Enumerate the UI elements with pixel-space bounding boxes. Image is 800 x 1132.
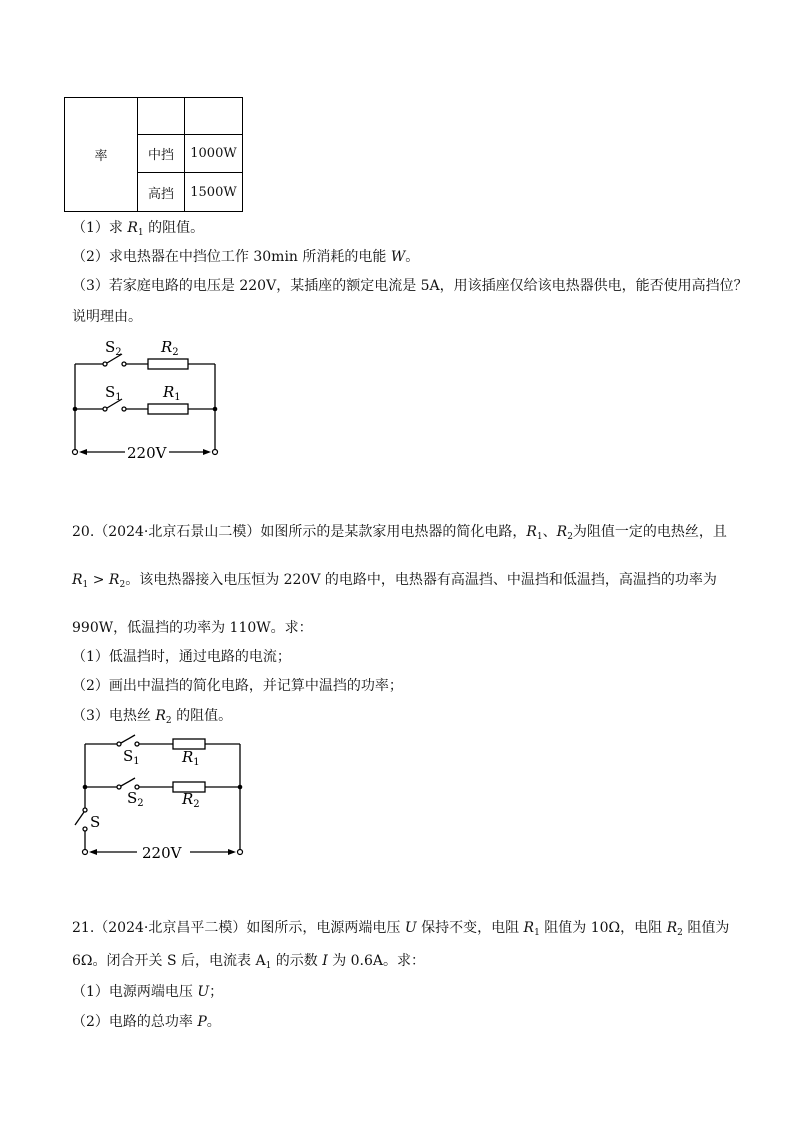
table-mode-cell: 中挡 bbox=[138, 135, 185, 173]
svg-text:S1: $S_1$ bbox=[123, 747, 140, 767]
q19-part2: （2）求电热器在中挡位工作 30min 所消耗的电能 W。 bbox=[72, 249, 420, 265]
svg-text:S: S bbox=[90, 813, 101, 831]
table-power-cell: 1000W bbox=[185, 135, 243, 173]
table-power-cell: 1500W bbox=[185, 173, 243, 212]
svg-text:220V: 220V bbox=[142, 844, 182, 862]
table-power-cell bbox=[185, 98, 243, 135]
resistor-r2 bbox=[148, 359, 188, 369]
q20-part2: （2）画出中温挡的简化电路，并记算中温挡的功率； bbox=[72, 678, 403, 694]
table-left-label: 率 bbox=[65, 98, 138, 212]
svg-text:S1: $S_1$ bbox=[105, 383, 122, 403]
svg-text:S2: $S_2$ bbox=[105, 338, 122, 358]
svg-text:R1: $R_1$ bbox=[163, 383, 181, 403]
q20-part1: （1）低温挡时，通过电路的电流； bbox=[72, 649, 291, 665]
q21-part2: （2）电路的总功率 P。 bbox=[72, 1014, 221, 1030]
q21-part1: （1）电源两端电压 U； bbox=[72, 984, 224, 1000]
svg-text:R2: $R_2$ bbox=[182, 790, 200, 810]
q20-text3: 990W，低温挡的功率为 110W。求： bbox=[72, 620, 313, 636]
svg-text:S2: $S_2$ bbox=[127, 789, 144, 809]
q21-intro: 21.（2024·北京昌平二模）如图所示，电源两端电压 U 保持不变，电阻 $R_1$ 阻值为 10Ω，电阻 $R_2$ 阻值为 bbox=[72, 920, 730, 938]
q20-intro: 20.（2024·北京石景山二模）如图所示的是某款家用电热器的简化电路，$R_1$、$R_2$为阻值一定的电热丝，且 bbox=[72, 524, 727, 542]
circuit-diagram-1 bbox=[60, 330, 240, 465]
svg-text:R1: $R_1$ bbox=[182, 748, 200, 768]
power-table bbox=[64, 97, 243, 212]
q19-part3-cont: 说明理由。 bbox=[72, 309, 142, 325]
q19-part3: （3）若家庭电路的电压是 220V，某插座的额定电流是 5A，用该插座仅给该电热器供电，能否使用高挡位？ bbox=[72, 278, 748, 294]
table-mode-cell bbox=[138, 98, 185, 135]
q20-part3: （3）电热丝 $R_2$ 的阻值。 bbox=[72, 708, 233, 726]
circuit-diagram-2 bbox=[65, 730, 255, 865]
q19-part1: （1）求 $R_1$ 的阻值。 bbox=[72, 220, 205, 238]
q20-text2: $R_1 > R_2$。该电热器接入电压恒为 220V 的电路中，电热器有高温挡、中温挡和低温挡，高温挡的功率为 bbox=[72, 572, 717, 590]
table-mode-cell: 高挡 bbox=[138, 173, 185, 212]
resistor-r1 bbox=[148, 404, 188, 414]
svg-text:R2: $R_2$ bbox=[161, 338, 179, 358]
q21-text2: 6Ω。闭合开关 S 后，电流表 $A_1$ 的示数 I 为 0.6A。求： bbox=[72, 953, 426, 971]
svg-text:220V: 220V bbox=[127, 444, 167, 462]
